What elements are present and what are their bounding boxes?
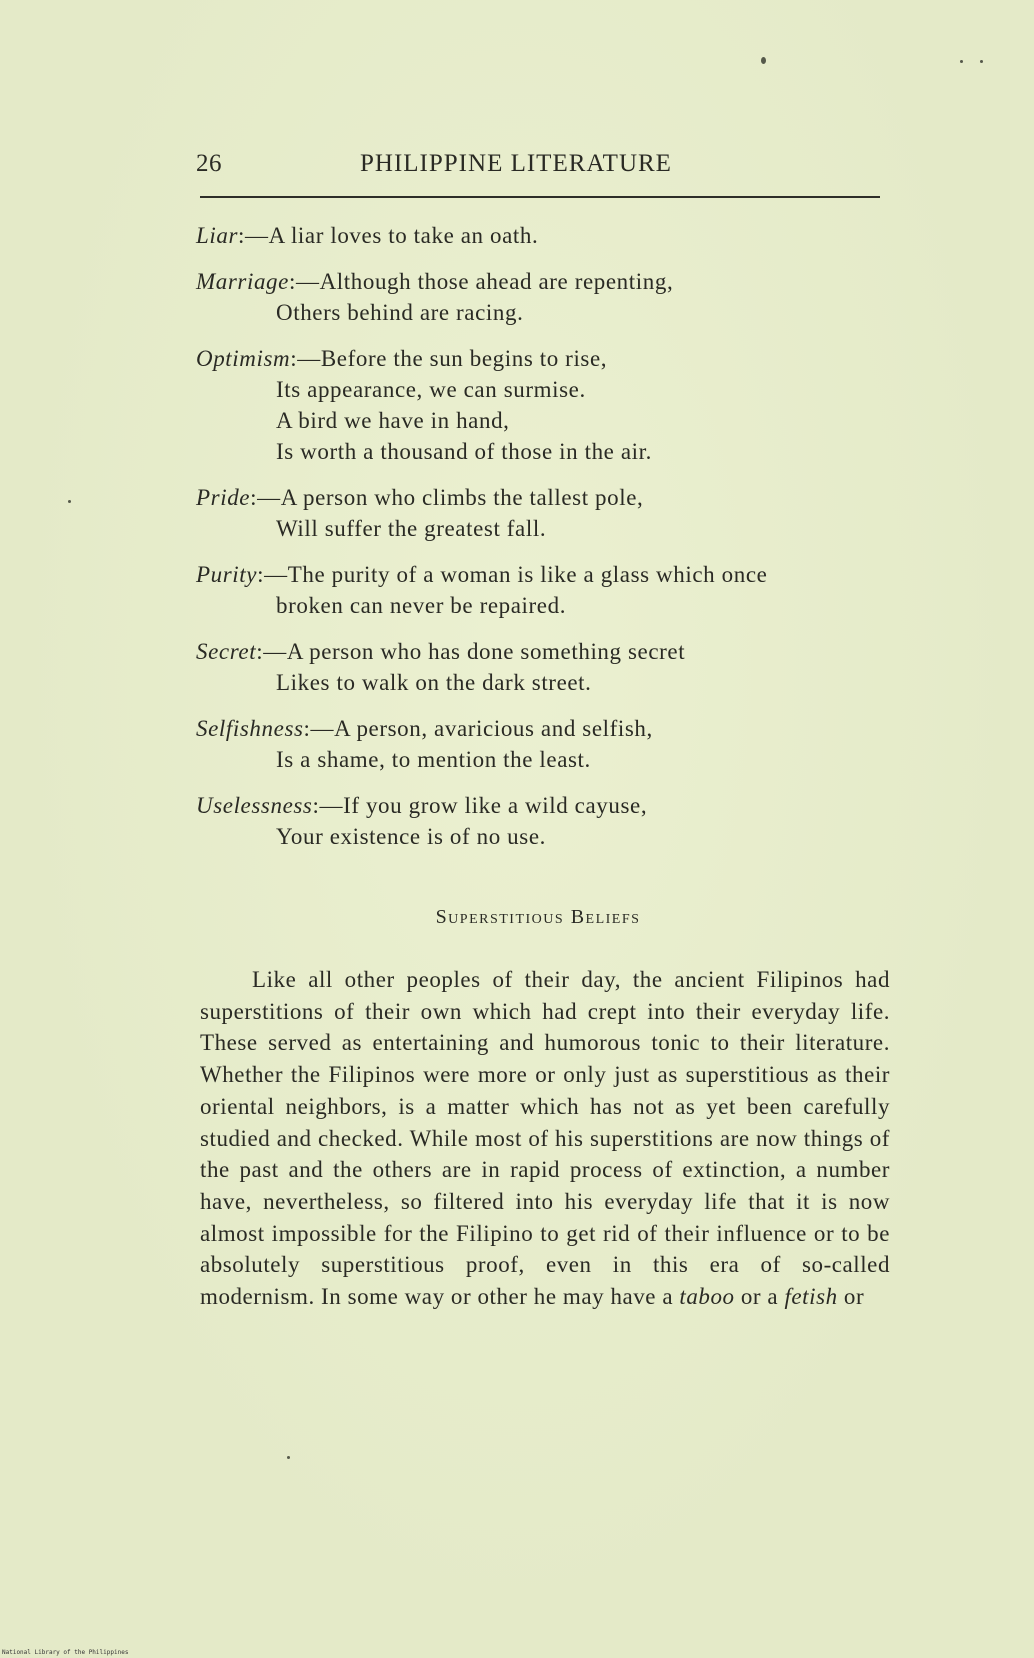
ink-speck — [960, 60, 963, 63]
proverb-entry: Selfishness:—A person, avaricious and selfish, Is a shame, to mention the least. — [196, 713, 896, 775]
proverb-line: —A person, avaricious and selfish, — [310, 716, 653, 741]
proverb-term: Pride — [196, 485, 251, 510]
ink-speck — [761, 57, 766, 64]
proverb-entry: Secret:—A person who has done something secret Likes to walk on the dark street. — [196, 636, 896, 698]
paragraph-text: Like all other peoples of their day, the ancient Filipinos had superstitions of their own which had crept into their everyday life. These served as entertaining and humorous tonic to their literature. Whether the Filipinos were more or only just as superstitious as their oriental neighbors, is a matter which has not as yet been carefully studied and checked. While most of his superstitions are now things of the past and the others are in rapid process of extinction, a number have, nevertheless, so filtered into his everyday life that it is now almost impossible for the Filipino to get rid of their influence or to be absolutely superstitious proof, even in this era of so-called modernism. In some way or other he may have a — [200, 967, 890, 1310]
emphasis-taboo: taboo — [679, 1284, 735, 1310]
proverb-term: Liar — [196, 223, 239, 248]
emphasis-fetish: fetish — [784, 1284, 838, 1310]
proverb-line: Your existence is of no use. — [276, 824, 546, 849]
proverb-entry: Uselessness:—If you grow like a wild cayuse, Your existence is of no use. — [196, 790, 896, 852]
paragraph-text: or a — [734, 1284, 785, 1310]
proverb-entry: Pride:—A person who climbs the tallest pole, Will suffer the greatest fall. — [196, 482, 896, 544]
proverb-entry: Purity:—The purity of a woman is like a glass which once broken can never be repaired. — [196, 559, 896, 621]
proverb-term: Secret — [196, 639, 257, 664]
proverb-term: Uselessness — [196, 793, 313, 818]
ink-speck — [68, 500, 71, 503]
page-number: 26 — [196, 150, 222, 177]
proverb-line: —Before the sun begins to rise, — [297, 346, 608, 371]
proverb-line: —Although those ahead are repenting, — [295, 269, 674, 294]
page-header — [196, 150, 880, 190]
running-title: PHILIPPINE LITERATURE — [360, 150, 672, 177]
proverb-line: Will suffer the greatest fall. — [276, 516, 547, 541]
proverb-entry: Liar:—A liar loves to take an oath. — [196, 223, 539, 248]
proverb-line: Likes to walk on the dark street. — [276, 670, 592, 695]
proverb-line: Is a shame, to mention the least. — [276, 747, 591, 772]
proverb-line: broken can never be repaired. — [276, 593, 567, 618]
body-paragraph — [200, 964, 890, 1313]
proverb-line: —A liar loves to take an oath. — [245, 223, 539, 248]
header-rule — [200, 196, 880, 198]
proverb-entry: Optimism:—Before the sun begins to rise, Its appearance, we can surmise. A bird we have in hand, Is worth a thousand of those in the air. — [196, 343, 896, 467]
proverb-line: —The purity of a woman is like a glass which once — [264, 562, 768, 587]
proverb-line: —A person who has done something secret — [263, 639, 686, 664]
proverb-term: Selfishness — [196, 716, 304, 741]
proverb-line: —If you grow like a wild cayuse, — [319, 793, 648, 818]
proverb-term: Optimism — [196, 346, 291, 371]
paragraph-text: or — [837, 1284, 865, 1310]
library-watermark: National Library of the Philippines — [2, 1649, 129, 1656]
proverb-line: Its appearance, we can surmise. — [276, 377, 586, 402]
proverb-term: Marriage — [196, 269, 289, 294]
proverb-line: A bird we have in hand, — [276, 408, 510, 433]
proverb-list — [196, 220, 896, 867]
proverb-line: Is worth a thousand of those in the air. — [276, 439, 652, 464]
proverb-entry: Marriage:—Although those ahead are repenting, Others behind are racing. — [196, 266, 896, 328]
ink-speck — [980, 60, 983, 63]
proverb-term: Purity — [196, 562, 258, 587]
proverb-line: Others behind are racing. — [276, 300, 524, 325]
ink-speck — [287, 1456, 290, 1459]
proverb-line: —A person who climbs the tallest pole, — [257, 485, 644, 510]
section-heading: Superstitious Beliefs — [435, 906, 641, 928]
